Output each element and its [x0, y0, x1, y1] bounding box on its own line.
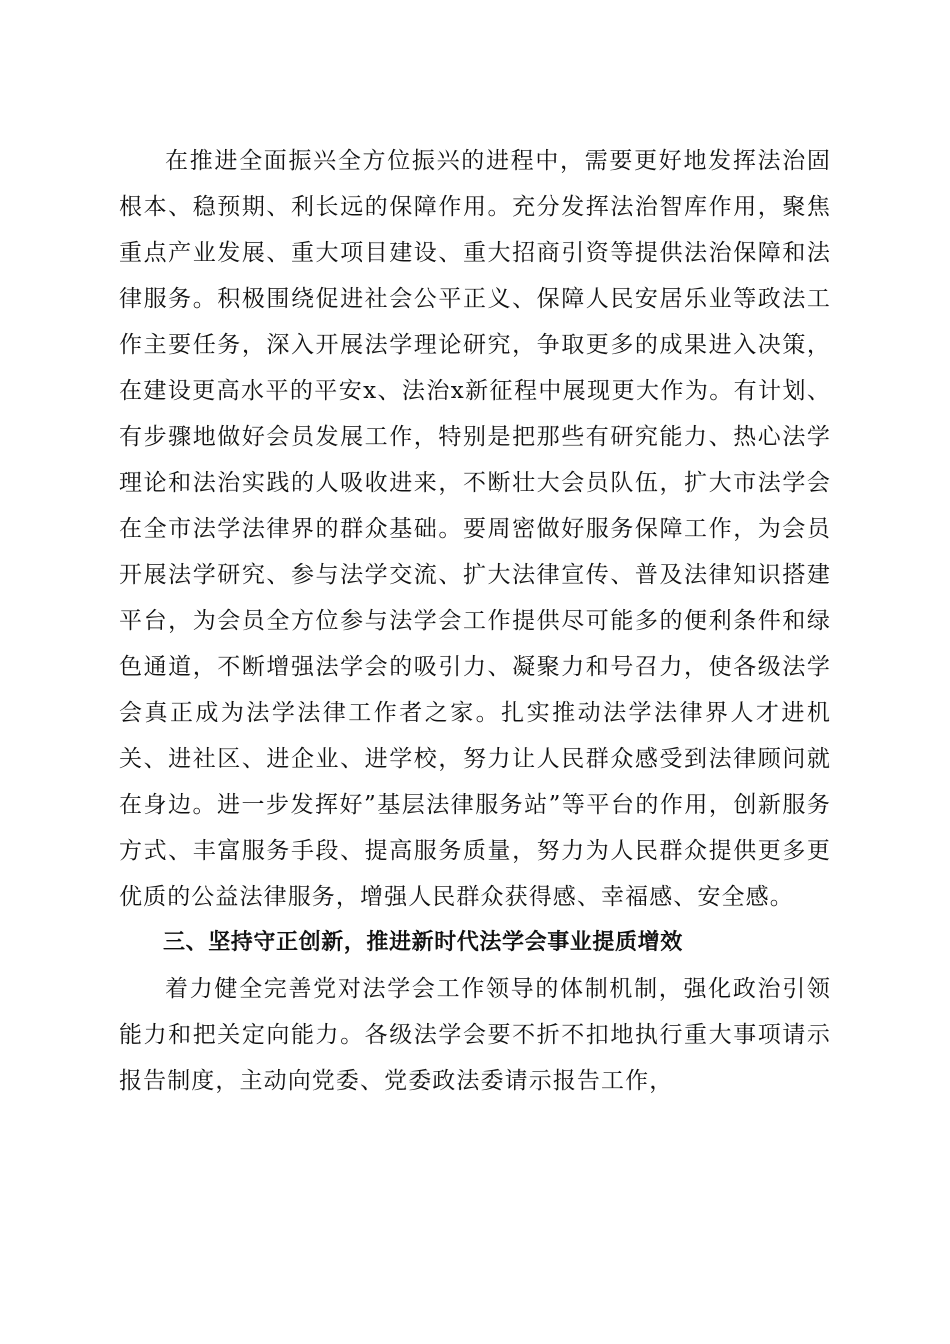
section-heading: 三、坚持守正创新，推进新时代法学会事业提质增效 [163, 930, 683, 955]
document-body [119, 138, 831, 1104]
body-paragraph: 着力健全完善党对法学会工作领导的体制机制，强化政治引领能力和把关定向能力。各级法学会要不折不扣地执行重大事项请示报告制度，主动向党委、党委政法委请示报告工作， [119, 976, 831, 1094]
body-paragraph: 在推进全面振兴全方位振兴的进程中，需要更好地发挥法治固根本、稳预期、利长远的保障作用。充分发挥法治智库作用，聚焦重点产业发展、重大项目建设、重大招商引资等提供法治保障和法律服务。积极围绕促进社会公平正义、保障人民安居乐业等政法工作主要任务，深入开展法学理论研究，争取更多的成果进入决策，在建设更高水平的平安x、法治x新征程中展现更大作为。有计划、有步骤地做好会员发展工作，特别是把那些有研究能力、热心法学理论和法治实践的人吸收进来，不断壮大会员队伍，扩大市法学会在全市法学法律界的群众基础。要周密做好服务保障工作，为会员开展法学研究、参与法学交流、扩大法律宣传、普及法律知识搭建平台，为会员全方位参与法学会工作提供尽可能多的便利条件和绿色通道，不断增强法学会的吸引力、凝聚力和号召力，使各级法学会真正成为法学法律工作者之家。扎实推动法学法律界人才进机关、进社区、进企业、进学校，努力让人民群众感受到法律顾问就在身边。进一步发挥好”基层法律服务站”等平台的作用，创新服务方式、丰富服务手段、提高服务质量，努力为人民群众提供更多更优质的公益法律服务，增强人民群众获得感、幸福感、安全感。 [119, 148, 831, 910]
